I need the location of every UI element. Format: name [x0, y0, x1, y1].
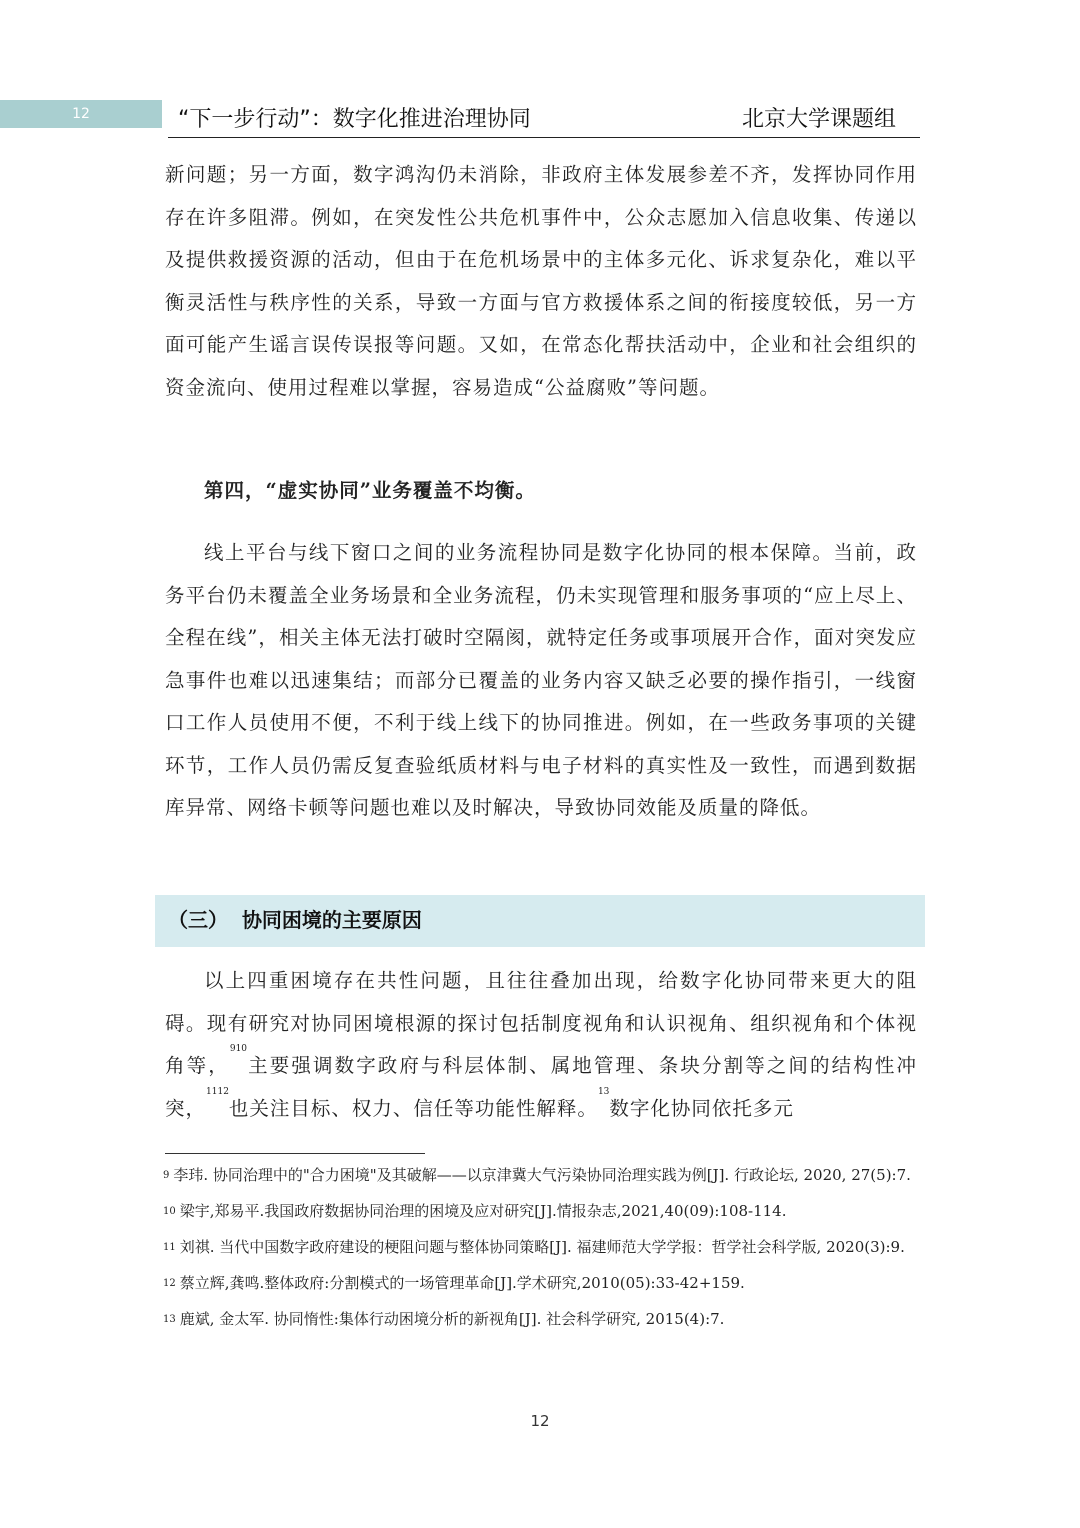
footnote-number: 11	[163, 1242, 176, 1253]
footnote-text: 李玮. 协同治理中的"合力困境"及其破解——以京津冀大气污染协同治理实践为例[J]. 行政论坛, 2020, 27(5):7.	[173, 1166, 911, 1184]
footnote-item	[163, 1307, 923, 1332]
footnotes	[163, 1163, 923, 1343]
footnote-ref-11-12: 1112	[206, 1086, 229, 1097]
section-title: 协同困境的主要原因	[241, 908, 422, 932]
footnote-number: 10	[163, 1206, 176, 1217]
footnote-item	[163, 1199, 923, 1224]
section-heading	[168, 904, 422, 933]
footnote-item	[163, 1235, 923, 1260]
paragraph-4-text-1: 以上四重困境存在共性问题，且往往叠加出现，给数字化协同带来更大的阻碍。现有研究对协同困境根源的探讨包括制度视角和认识视角、组织视角和个体视角等，	[165, 969, 917, 1077]
footnote-ref-13: 13	[597, 1086, 610, 1097]
footnote-divider	[165, 1153, 425, 1154]
header-page-tab: 12	[0, 100, 162, 128]
footnote-number: 13	[163, 1314, 176, 1325]
footnote-number: 9	[163, 1170, 170, 1181]
footnote-text: 鹿斌, 金太军. 协同惰性:集体行动困境分析的新视角[J]. 社会科学研究, 2015(4):7.	[179, 1310, 725, 1328]
paragraph-4-text-3: 也关注目标、权力、信任等功能性解释。	[228, 1096, 598, 1120]
footnote-number: 12	[163, 1278, 176, 1289]
header-organization: 北京大学课题组	[741, 107, 896, 132]
body-paragraph-1: 新问题；另一方面，数字鸿沟仍未消除，非政府主体发展参差不齐，发挥协同作用存在许多阻滞。例如，在突发性公共危机事件中，公众志愿加入信息收集、传递以及提供救援资源的活动，但由于在危机场景中的主体多元化、诉求复杂化，难以平衡灵活性与秩序性的关系，导致一方面与官方救援体系之间的衔接度较低，另一方面可能产生谣言误传误报等问题。又如，在常态化帮扶活动中，企业和社会组织的资金流向、使用过程难以掌握，容易造成“公益腐败”等问题。	[165, 163, 917, 399]
page-number: 12	[530, 1412, 550, 1430]
body-paragraph-4	[165, 960, 917, 1130]
body-paragraph-3: 线上平台与线下窗口之间的业务流程协同是数字化协同的根本保障。当前，政务平台仍未覆盖全业务场景和全业务流程，仍未实现管理和服务事项的“应上尽上、全程在线”，相关主体无法打破时空隔阂，就特定任务或事项展开合作，面对突发应急事件也难以迅速集结；而部分已覆盖的业务内容又缺乏必要的操作指引，一线窗口工作人员使用不便，不利于线上线下的协同推进。例如，在一些政务事项的关键环节，工作人员仍需反复查验纸质材料与电子材料的真实性及一致性，而遇到数据库异常、网络卡顿等问题也难以及时解决，导致协同效能及质量的降低。	[165, 541, 917, 819]
footnote-text: 梁宇,郑易平.我国政府数据协同治理的困境及应对研究[J].情报杂志,2021,40(09):108-114.	[179, 1202, 787, 1220]
subsection-heading: 第四，“虚实协同”业务覆盖不均衡。	[204, 479, 536, 502]
paragraph-4-text-4: 数字化协同依托多元	[609, 1096, 794, 1120]
footnote-text: 蔡立辉,龚鸣.整体政府:分割模式的一场管理革命[J].学术研究,2010(05):33-42+159.	[179, 1274, 745, 1292]
section-number: （三）	[168, 908, 228, 932]
header-divider	[168, 137, 920, 138]
header-title: “下一步行动”：数字化推进治理协同	[178, 107, 531, 132]
footnote-ref-9-10: 910	[229, 1044, 248, 1054]
footnote-item	[163, 1271, 923, 1296]
footnote-item	[163, 1163, 923, 1188]
footnote-text: 刘祺. 当代中国数字政府建设的梗阻问题与整体协同策略[J]. 福建师范大学学报：哲学社会科学版, 2020(3):9.	[179, 1238, 905, 1256]
paragraph-4-text-2: 主要强调数字政府与科层体制、属地管理、条块分割等之间的结构性冲突，	[165, 1054, 917, 1120]
